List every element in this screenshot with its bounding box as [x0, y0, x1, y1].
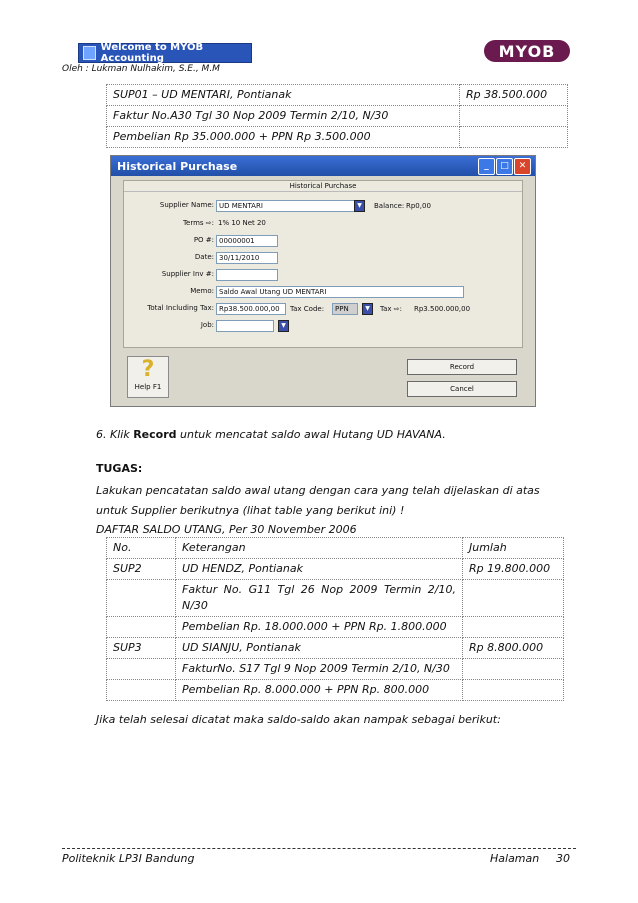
supplier-invoice-label: Supplier Inv #: [161, 270, 214, 278]
myob-logo: MYOB [484, 40, 570, 62]
saldo-utang-table [106, 537, 564, 701]
closing-text: Jika telah selesai dicatat maka saldo-saldo akan nampak sebagai berikut: [96, 713, 501, 726]
table-cell [463, 580, 564, 617]
close-icon[interactable]: ✕ [514, 158, 531, 175]
step-6 [96, 425, 446, 445]
table-row [107, 680, 564, 701]
tugas-line-2: untuk Supplier berikutnya (lihat table yang berikut ini) ! [96, 504, 405, 517]
table-cell [460, 127, 568, 148]
column-header: Jumlah [463, 538, 564, 559]
footer-page-label: Halaman [490, 852, 540, 865]
table-row [107, 659, 564, 680]
table-cell [107, 659, 176, 680]
record-button[interactable]: Record [407, 359, 517, 375]
table-cell: SUP2 [107, 559, 176, 580]
po-number-field[interactable]: 00000001 [216, 235, 278, 247]
table-cell [107, 680, 176, 701]
banner-text: Welcome to MYOB Accounting [100, 42, 204, 64]
tugas-heading: TUGAS: [96, 462, 143, 475]
table-cell [463, 617, 564, 638]
tax-label[interactable]: Tax ⇨: [380, 305, 402, 313]
step-text-pre: Klik [110, 428, 134, 441]
table-cell: UD HENDZ, Pontianak [176, 559, 463, 580]
tax-code-list-icon[interactable]: ▼ [362, 303, 373, 315]
table-header-row [107, 538, 564, 559]
footer-institution: Politeknik LP3I Bandung [62, 852, 195, 865]
terms-label[interactable]: Terms ⇨: [182, 219, 214, 227]
balance-label: Balance: [374, 202, 405, 210]
historical-purchase-window [110, 155, 536, 407]
tugas-line-1: Lakukan pencatatan saldo awal utang dengan cara yang telah dijelaskan di atas [96, 484, 540, 497]
table-cell: Rp 19.800.000 [463, 559, 564, 580]
tugas-line-3: DAFTAR SALDO UTANG, Per 30 November 2006 [96, 523, 357, 536]
table-cell [107, 617, 176, 638]
tax-code-field[interactable]: PPN [332, 303, 358, 315]
table-cell [463, 680, 564, 701]
table-row [107, 559, 564, 580]
job-field[interactable] [216, 320, 274, 332]
table-cell [460, 106, 568, 127]
supplier-label: Supplier Name: [159, 201, 214, 209]
supplier-invoice-field[interactable] [216, 269, 278, 281]
column-header: No. [107, 538, 176, 559]
tax-value: Rp3.500.000,00 [414, 305, 471, 313]
table-row [107, 580, 564, 617]
table-row [107, 85, 568, 106]
help-icon: ? [141, 357, 155, 382]
historical-purchase-panel [123, 180, 523, 348]
help-button[interactable] [127, 356, 169, 398]
tax-code-label: Tax Code: [290, 305, 325, 313]
column-header: Keterangan [176, 538, 463, 559]
table-cell: SUP3 [107, 638, 176, 659]
table-row [107, 106, 568, 127]
table-cell: FakturNo. S17 Tgl 9 Nop 2009 Termin 2/10, N/30 [176, 659, 463, 680]
window-titlebar [111, 156, 535, 176]
help-label: Help F1 [134, 383, 162, 391]
welcome-banner [78, 43, 252, 63]
table-cell: Rp 8.800.000 [463, 638, 564, 659]
date-field[interactable]: 30/11/2010 [216, 252, 278, 264]
table-cell: Faktur No. G11 Tgl 26 Nop 2009 Termin 2/10, N/30 [176, 580, 463, 617]
step-record-keyword: Record [133, 428, 177, 441]
supplier-sup01-table [106, 84, 568, 148]
footer-page-number: 30 [556, 852, 570, 865]
balance-value: Rp0,00 [406, 202, 431, 210]
table-cell [107, 580, 176, 617]
myob-window-icon [83, 46, 96, 60]
terms-value: 1% 10 Net 20 [218, 219, 266, 227]
table-row [107, 127, 568, 148]
minimize-icon[interactable]: _ [478, 158, 495, 175]
memo-label: Memo: [190, 287, 214, 295]
step-text-post: untuk mencatat saldo awal Hutang UD HAVANA. [176, 428, 446, 441]
window-title: Historical Purchase [117, 159, 238, 173]
supplier-list-icon[interactable]: ▼ [354, 200, 365, 212]
maximize-icon[interactable]: □ [496, 158, 513, 175]
table-cell: Pembelian Rp 35.000.000 + PPN Rp 3.500.000 [107, 127, 460, 148]
job-label: Job: [200, 321, 214, 329]
memo-field[interactable]: Saldo Awal Utang UD MENTARI [216, 286, 464, 298]
total-including-tax-field[interactable]: Rp38.500.000,00 [216, 303, 286, 315]
table-cell: Pembelian Rp. 8.000.000 + PPN Rp. 800.000 [176, 680, 463, 701]
po-label: PO #: [193, 236, 214, 244]
table-cell [463, 659, 564, 680]
table-cell: Faktur No.A30 Tgl 30 Nop 2009 Termin 2/10, N/30 [107, 106, 460, 127]
author-line: Oleh : Lukman Nulhakim, S.E., M.M [62, 64, 220, 74]
table-cell: Pembelian Rp. 18.000.000 + PPN Rp. 1.800.000 [176, 617, 463, 638]
date-label: Date: [194, 253, 214, 261]
total-including-tax-label: Total Including Tax: [147, 304, 214, 312]
supplier-name-field[interactable]: UD MENTARI [216, 200, 356, 212]
step-number: 6. [96, 428, 107, 441]
table-cell: Rp 38.500.000 [460, 85, 568, 106]
table-row [107, 638, 564, 659]
table-row [107, 617, 564, 638]
footer-divider [62, 848, 576, 849]
panel-title: Historical Purchase [124, 181, 522, 192]
job-list-icon[interactable]: ▼ [278, 320, 289, 332]
cancel-button[interactable]: Cancel [407, 381, 517, 397]
table-cell: UD SIANJU, Pontianak [176, 638, 463, 659]
table-cell: SUP01 – UD MENTARI, Pontianak [107, 85, 460, 106]
